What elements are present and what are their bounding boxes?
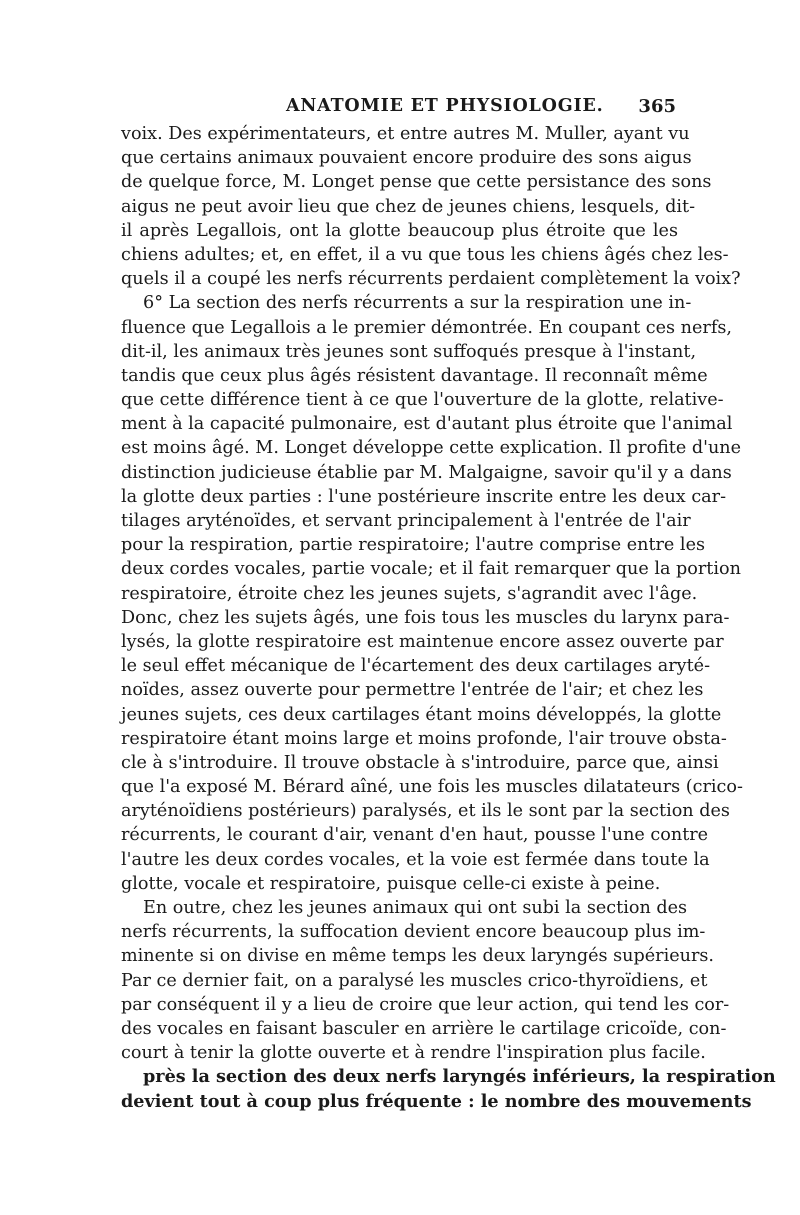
text-line: deux cordes vocales, partie vocale; et il fait remarquer que la portion bbox=[121, 559, 741, 580]
text-line: des vocales en faisant basculer en arrière le cartilage cricoïde, con- bbox=[121, 1018, 727, 1039]
text-line: glotte, vocale et respiratoire, puisque celle-ci existe à peine. bbox=[121, 873, 661, 894]
page-header bbox=[121, 96, 678, 120]
text-line: ment à la capacité pulmonaire, est d'autant plus étroite que l'animal bbox=[121, 414, 733, 435]
text-line: par conséquent il y a lieu de croire que leur action, qui tend les cor- bbox=[121, 994, 730, 1015]
text-line: pour la respiration, partie respiratoire; l'autre comprise entre les bbox=[121, 535, 706, 556]
text-line: Donc, chez les sujets âgés, une fois tous les muscles du larynx para- bbox=[121, 607, 730, 628]
text-line: que cette différence tient à ce que l'ouverture de la glotte, relative- bbox=[121, 390, 724, 411]
text-line: En outre, chez les jeunes animaux qui ont subi la section des bbox=[143, 898, 688, 918]
text-line: nerfs récurrents, la suffocation devient encore beaucoup plus im- bbox=[121, 922, 706, 943]
text-line: minente si on divise en même temps les deux laryngés supérieurs. bbox=[121, 946, 714, 967]
body-text bbox=[121, 122, 776, 1114]
text-line: devient tout à coup plus fréquente : le nombre des mouvements bbox=[121, 1090, 752, 1112]
text-line: aigus ne peut avoir lieu que chez de jeunes chiens, lesquels, dit- bbox=[121, 196, 696, 217]
text-line: que l'a exposé M. Bérard aîné, une fois les muscles dilatateurs (crico- bbox=[121, 777, 743, 798]
text-line: cle à s'introduire. Il trouve obstacle à s'introduire, parce que, ainsi bbox=[121, 752, 719, 773]
text-line: aryténoïdiens postérieurs) paralysés, et ils le sont par la section des bbox=[121, 801, 730, 822]
text-line: respiratoire étant moins large et moins profonde, l'air trouve obsta- bbox=[121, 728, 727, 749]
text-line: il après Legallois, ont la glotte beaucoup plus étroite que les bbox=[121, 220, 678, 241]
text-line: 6° La section des nerfs récurrents a sur la respiration une in- bbox=[143, 293, 692, 314]
text-line: près la section des deux nerfs laryngés inférieurs, la respiration bbox=[143, 1066, 776, 1088]
text-line: la glotte deux parties : l'une postérieure inscrite entre les deux car- bbox=[121, 486, 727, 507]
text-line: l'autre les deux cordes vocales, et la voie est fermée dans toute la bbox=[121, 849, 710, 870]
text-line: lysés, la glotte respiratoire est maintenue encore assez ouverte par bbox=[121, 631, 724, 652]
text-line: noïdes, assez ouverte pour permettre l'entrée de l'air; et chez les bbox=[121, 680, 704, 701]
text-line: que certains animaux pouvaient encore produire des sons aigus bbox=[121, 148, 692, 169]
text-line: récurrents, le courant d'air, venant d'en haut, pousse l'une contre bbox=[121, 825, 709, 846]
running-title: ANATOMIE ET PHYSIOLOGIE. bbox=[286, 96, 604, 116]
text-line: dit-il, les animaux très jeunes sont suffoqués presque à l'instant, bbox=[121, 341, 697, 362]
text-line: jeunes sujets, ces deux cartilages étant moins développés, la glotte bbox=[121, 704, 722, 725]
page-number: 365 bbox=[638, 96, 676, 117]
text-line: quels il a coupé les nerfs récurrents perdaient complètement la voix? bbox=[121, 269, 741, 290]
text-line: de quelque force, M. Longet pense que cette persistance des sons bbox=[121, 172, 712, 193]
text-line: respiratoire, étroite chez les jeunes sujets, s'agrandit avec l'âge. bbox=[121, 583, 698, 604]
text-line: court à tenir la glotte ouverte et à rendre l'inspiration plus facile. bbox=[121, 1043, 706, 1064]
text-line: le seul effet mécanique de l'écartement des deux cartilages aryté- bbox=[121, 656, 711, 677]
text-line: est moins âgé. M. Longet développe cette explication. Il profite d'une bbox=[121, 438, 742, 459]
text-line: distinction judicieuse établie par M. Malgaigne, savoir qu'il y a dans bbox=[121, 462, 732, 483]
text-line: tandis que ceux plus âgés résistent davantage. Il reconnaît même bbox=[121, 365, 708, 386]
text-line: Par ce dernier fait, on a paralysé les muscles crico-thyroïdiens, et bbox=[121, 970, 708, 991]
text-line: chiens adultes; et, en effet, il a vu que tous les chiens âgés chez les- bbox=[121, 244, 729, 265]
text-line: voix. Des expérimentateurs, et entre autres M. Muller, ayant vu bbox=[121, 124, 690, 144]
text-line: fluence que Legallois a le premier démontrée. En coupant ces nerfs, bbox=[121, 317, 732, 338]
text-line: tilages aryténoïdes, et servant principalement à l'entrée de l'air bbox=[121, 511, 691, 531]
